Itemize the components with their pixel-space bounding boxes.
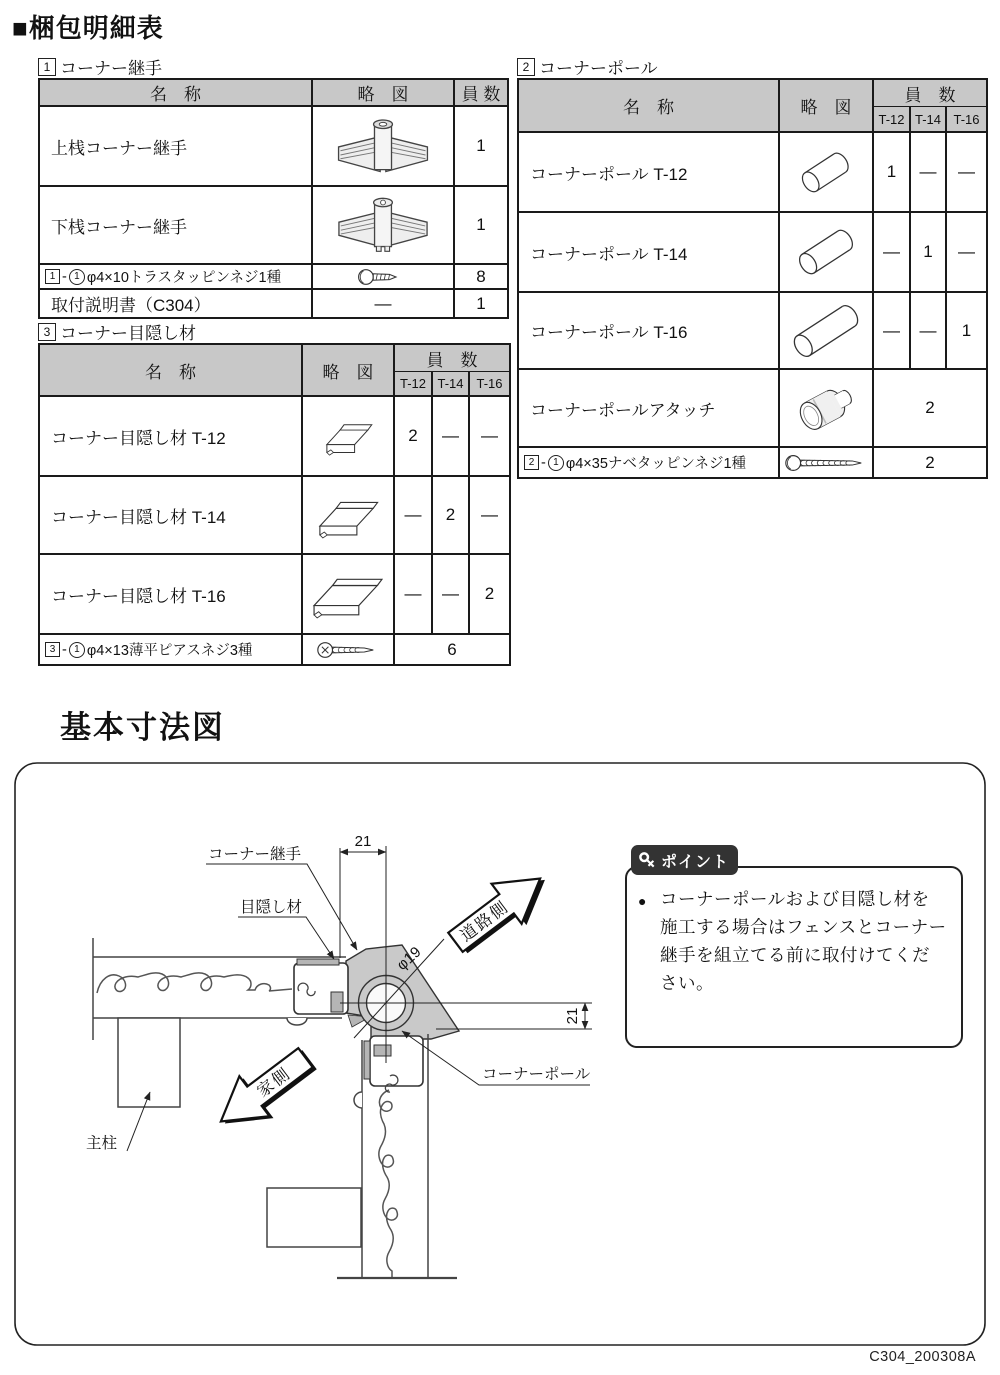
table-cell-sketch: — (313, 290, 455, 317)
table-cell-qty: 1 (455, 187, 507, 265)
table2-number-box: 2 (517, 58, 535, 76)
col-header-t12: T-12 (395, 372, 433, 397)
part-name: φ4×13薄平ピアスネジ3種 (86, 643, 253, 659)
table-cell-qty: — (470, 397, 509, 477)
part-number-circle: 1 (548, 455, 564, 471)
point-line: 施工する場合はフェンスとコーナー (660, 917, 947, 937)
table-corner-joint (38, 78, 509, 319)
dim-right-21: 21 (564, 1007, 581, 1025)
table-cell-qty: — (470, 477, 509, 555)
label-blind: 目隠し材 (240, 899, 303, 916)
part-number-circle: 1 (69, 269, 85, 285)
col-header-qty: 員 数 (455, 80, 507, 107)
point-line: コーナーポールおよび目隠し材を (660, 889, 930, 909)
point-tab-label: ポイント (661, 853, 730, 871)
table-cell-sketch (780, 213, 874, 293)
table-cell-qty-span: 6 (447, 639, 457, 659)
truss-screw-icon (357, 266, 409, 288)
table3-number-box: 3 (38, 323, 56, 341)
col-header-sketch: 略 図 (313, 80, 455, 107)
col-header-sketch: 略 図 (303, 345, 395, 397)
document-code: C304_200308A (869, 1349, 976, 1365)
table-cell-qty: — (395, 477, 433, 555)
part-number-circle: 1 (69, 642, 85, 658)
part-number-box: 1 (45, 269, 60, 284)
table-cell-qty: — (874, 293, 911, 370)
table-cell-qty: — (947, 213, 986, 293)
table-cell-qty: — (433, 397, 470, 477)
table-cell-qty: — (947, 133, 986, 213)
dim-dia-19: φ19 (393, 943, 425, 974)
table-cell-sketch (780, 293, 874, 370)
table-cell-name: コーナーポール T-12 (519, 133, 780, 213)
table-cell-sketch (313, 107, 455, 187)
col-header-sketch: 略 図 (780, 80, 874, 133)
upper-corner-joint-icon (331, 115, 435, 177)
table1-caption-label: コーナー継手 (60, 59, 162, 78)
col-header-name: 名 称 (40, 80, 313, 107)
col-header-qty: 員 数 (874, 80, 986, 107)
table1-number-box: 1 (38, 58, 56, 76)
table-cell-name: 2 - 1 φ4×35ナベタッピンネジ1種 (519, 448, 780, 477)
table-cell-name: コーナーポール T-16 (519, 293, 780, 370)
table2-caption (517, 54, 658, 79)
table3-caption-label: コーナー目隠し材 (60, 324, 196, 343)
table-cell-qty: — (874, 213, 911, 293)
blind-bracket-vertical (364, 1036, 423, 1092)
label-main-post: 主柱 (86, 1135, 118, 1152)
table-cell-name: コーナー目隠し材 T-12 (40, 397, 303, 477)
table-corner-blind (38, 343, 511, 666)
table-cell-sketch (313, 265, 455, 290)
part-name: φ4×35ナベタッピンネジ1種 (565, 456, 747, 472)
dim-top-21: 21 (354, 833, 372, 850)
table-cell-qty: 1 (476, 293, 486, 313)
blind-channel-icon (306, 567, 390, 621)
table-cell-name: 1 - 1 φ4×10トラスタッピンネジ1種 (40, 265, 313, 290)
page-title: ■梱包明細表 (12, 13, 164, 43)
table-cell-sketch (303, 477, 395, 555)
table-cell-name: コーナーポールアタッチ (519, 370, 780, 448)
table-cell-qty: — (911, 133, 947, 213)
col-header-name: 名 称 (40, 345, 303, 397)
table-cell-name: 3 - 1 φ4×13薄平ピアスネジ3種 (40, 635, 303, 664)
table-cell-qty-span: 2 (925, 452, 935, 472)
table-cell-sketch (303, 397, 395, 477)
table-cell-qty: — (433, 555, 470, 635)
lower-corner-joint-icon (331, 195, 435, 255)
lower-panel-shape (267, 1188, 361, 1247)
table1-caption (38, 54, 162, 79)
section-title-dimensions: 基本寸法図 (60, 710, 225, 745)
table-cell-qty: 1 (874, 133, 911, 213)
col-header-t14: T-14 (911, 107, 947, 133)
pole-icon (787, 143, 865, 201)
table-cell-qty: — (911, 293, 947, 370)
point-line: 継手を組立てる前に取付けてくだ (660, 945, 930, 965)
table-cell-name: 取付説明書（C304） (40, 290, 313, 317)
col-header-qty: 員 数 (395, 345, 509, 372)
col-header-t16: T-16 (947, 107, 986, 133)
blind-channel-icon (315, 410, 381, 462)
col-header-t14: T-14 (433, 372, 470, 397)
table-cell-qty-span: 2 (874, 370, 986, 448)
table-cell-qty: 1 (455, 107, 507, 187)
point-text (638, 885, 958, 997)
table-cell-name: コーナー目隠し材 T-14 (40, 477, 303, 555)
blind-bracket-horizontal (294, 959, 348, 1014)
long-screw-icon (785, 452, 867, 474)
table-cell-sketch (780, 448, 874, 477)
table2-caption-label: コーナーポール (539, 59, 658, 78)
table-cell-sketch (780, 133, 874, 213)
table-corner-pole (517, 78, 988, 479)
table-cell-qty: 2 (470, 555, 509, 635)
table-cell-qty: 2 (395, 397, 433, 477)
key-icon (638, 851, 657, 870)
table-cell-name: 下桟コーナー継手 (40, 187, 313, 265)
bullet-icon: ● (638, 893, 647, 909)
road-side-label: 道路側 (457, 897, 513, 946)
table-cell-qty: 1 (947, 293, 986, 370)
table-cell-qty: — (395, 555, 433, 635)
pole-icon (784, 302, 868, 360)
house-side-label: 家側 (253, 1064, 295, 1101)
table-cell-name: 上桟コーナー継手 (40, 107, 313, 187)
pole-attach-icon (790, 376, 862, 440)
table-cell-qty: 8 (455, 265, 507, 290)
point-tab (631, 845, 738, 875)
label-corner-pole: コーナーポール (482, 1066, 591, 1083)
table-cell-sketch (313, 187, 455, 265)
pole-icon (786, 223, 866, 281)
part-number-box: 2 (524, 455, 539, 470)
table-cell-qty: 1 (911, 213, 947, 293)
point-line: さい。 (660, 973, 714, 993)
table-cell-sketch (303, 555, 395, 635)
label-corner-joint: コーナー継手 (208, 846, 302, 863)
table-cell-name: コーナー目隠し材 T-16 (40, 555, 303, 635)
table-cell-qty: 2 (433, 477, 470, 555)
part-number-box: 3 (45, 642, 60, 657)
col-header-name: 名 称 (519, 80, 780, 133)
blind-channel-icon (311, 489, 385, 541)
pierce-screw-icon (317, 639, 379, 661)
table-cell-sketch (780, 370, 874, 448)
table-cell-name: コーナーポール T-14 (519, 213, 780, 293)
dimension-diagram (0, 760, 1000, 1360)
table3-caption (38, 319, 196, 344)
col-header-t12: T-12 (874, 107, 911, 133)
part-name: φ4×10トラスタッピンネジ1種 (86, 270, 282, 286)
col-header-t16: T-16 (470, 372, 509, 397)
table-cell-sketch (303, 635, 395, 664)
